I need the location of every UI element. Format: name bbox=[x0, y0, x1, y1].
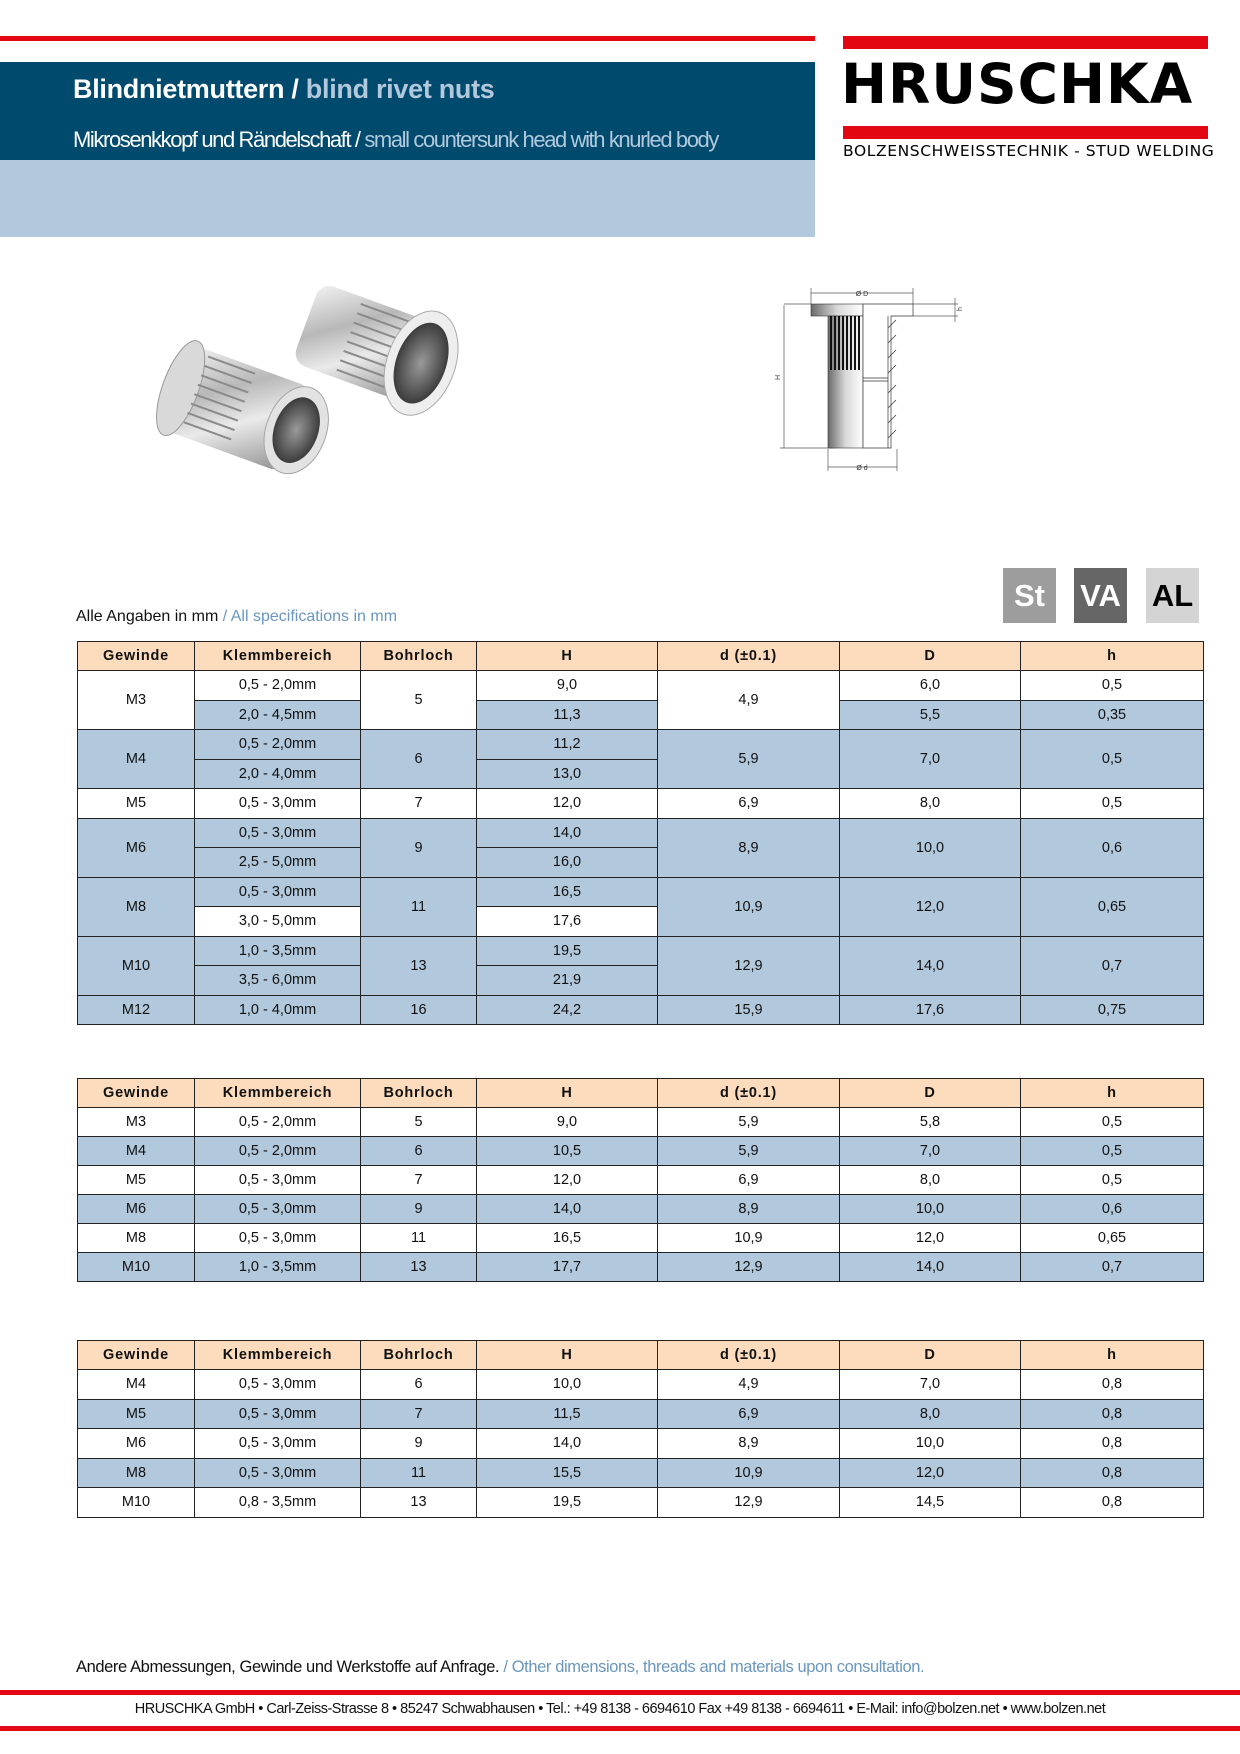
cell-grip-range: 0,5 - 3,0mm bbox=[195, 1370, 361, 1400]
table-body bbox=[78, 1108, 1204, 1282]
cell-thread: M10 bbox=[78, 1488, 195, 1518]
cell-grip-range: 0,5 - 2,0mm bbox=[195, 1137, 361, 1166]
cell-d: 5,9 bbox=[658, 1108, 840, 1137]
cell-H: 11,2 bbox=[477, 730, 658, 760]
cell-drill-hole: 11 bbox=[361, 1224, 477, 1253]
cell-drill-hole: 13 bbox=[361, 1253, 477, 1282]
cell-thread: M4 bbox=[78, 730, 195, 789]
cell-H: 16,5 bbox=[477, 1224, 658, 1253]
cell-h: 0,35 bbox=[1021, 700, 1204, 730]
col-header-thread: Gewinde bbox=[78, 1341, 195, 1370]
cell-h: 0,8 bbox=[1021, 1458, 1204, 1488]
table-header-row bbox=[78, 1079, 1204, 1108]
cell-grip-range: 2,0 - 4,5mm bbox=[195, 700, 361, 730]
cell-D: 6,0 bbox=[840, 671, 1021, 701]
cell-grip-range: 0,8 - 3,5mm bbox=[195, 1488, 361, 1518]
units-caption-en: / All specifications in mm bbox=[222, 608, 398, 625]
col-header-D: D bbox=[840, 642, 1021, 671]
cell-h: 0,75 bbox=[1021, 995, 1204, 1025]
cell-d: 6,9 bbox=[658, 789, 840, 819]
cell-d: 12,9 bbox=[658, 1488, 840, 1518]
cell-grip-range: 0,5 - 3,0mm bbox=[195, 1166, 361, 1195]
col-header-grip-range: Klemmbereich bbox=[195, 1341, 361, 1370]
cell-d: 4,9 bbox=[658, 671, 840, 730]
cell-D: 7,0 bbox=[840, 730, 1021, 789]
col-header-H: H bbox=[477, 1341, 658, 1370]
table-row bbox=[78, 1137, 1204, 1166]
col-header-grip-range: Klemmbereich bbox=[195, 642, 361, 671]
cell-H: 12,0 bbox=[477, 789, 658, 819]
cell-h: 0,8 bbox=[1021, 1488, 1204, 1518]
cell-thread: M6 bbox=[78, 818, 195, 877]
cell-h: 0,65 bbox=[1021, 1224, 1204, 1253]
logo-tagline: BOLZENSCHWEISSTECHNIK - STUD WELDING bbox=[843, 142, 1215, 160]
cell-thread: M8 bbox=[78, 1224, 195, 1253]
page-title-en: blind rivet nuts bbox=[305, 74, 495, 104]
cell-H: 24,2 bbox=[477, 995, 658, 1025]
cell-d: 10,9 bbox=[658, 1458, 840, 1488]
cell-thread: M3 bbox=[78, 1108, 195, 1137]
cell-grip-range: 0,5 - 3,0mm bbox=[195, 818, 361, 848]
col-header-D: D bbox=[840, 1341, 1021, 1370]
cell-grip-range: 0,5 - 3,0mm bbox=[195, 789, 361, 819]
cell-drill-hole: 7 bbox=[361, 1166, 477, 1195]
cell-h: 0,7 bbox=[1021, 1253, 1204, 1282]
cell-thread: M5 bbox=[78, 1399, 195, 1429]
cell-drill-hole: 5 bbox=[361, 671, 477, 730]
cell-thread: M8 bbox=[78, 1458, 195, 1488]
cell-d: 12,9 bbox=[658, 936, 840, 995]
footer-address: HRUSCHKA GmbH • Carl-Zeiss-Strasse 8 • 85247 Schwabhausen • Tel.: +49 8138 - 6694610 Fax +49 8138 - 6694611 • E-Mail: info@bolzen.net • www.bolzen.net bbox=[134, 1701, 1106, 1717]
cell-D: 8,0 bbox=[840, 1166, 1021, 1195]
col-header-d: d (±0.1) bbox=[658, 1341, 840, 1370]
cell-D: 7,0 bbox=[840, 1370, 1021, 1400]
table-header-row bbox=[78, 1341, 1204, 1370]
spec-table-aluminium bbox=[77, 1340, 1204, 1518]
cell-grip-range: 0,5 - 3,0mm bbox=[195, 1458, 361, 1488]
cell-grip-range: 3,0 - 5,0mm bbox=[195, 907, 361, 937]
cell-D: 5,5 bbox=[840, 700, 1021, 730]
table-row bbox=[78, 1253, 1204, 1282]
table-row bbox=[78, 1166, 1204, 1195]
table-row bbox=[78, 818, 1204, 848]
cell-D: 8,0 bbox=[840, 789, 1021, 819]
col-header-H: H bbox=[477, 1079, 658, 1108]
cell-drill-hole: 13 bbox=[361, 936, 477, 995]
table-row bbox=[78, 789, 1204, 819]
footer-note bbox=[76, 1658, 924, 1677]
cell-grip-range: 0,5 - 3,0mm bbox=[195, 1399, 361, 1429]
cell-d: 6,9 bbox=[658, 1399, 840, 1429]
cell-drill-hole: 13 bbox=[361, 1488, 477, 1518]
cell-d: 5,9 bbox=[658, 1137, 840, 1166]
cell-H: 17,7 bbox=[477, 1253, 658, 1282]
cell-grip-range: 2,0 - 4,0mm bbox=[195, 759, 361, 789]
col-header-D: D bbox=[840, 1079, 1021, 1108]
table-row bbox=[78, 1108, 1204, 1137]
cell-h: 0,6 bbox=[1021, 1195, 1204, 1224]
cell-H: 14,0 bbox=[477, 1429, 658, 1459]
cell-h: 0,8 bbox=[1021, 1429, 1204, 1459]
company-logo bbox=[841, 36, 1215, 166]
table-row bbox=[78, 730, 1204, 760]
cell-D: 12,0 bbox=[840, 877, 1021, 936]
col-header-h: h bbox=[1021, 642, 1204, 671]
cell-thread: M12 bbox=[78, 995, 195, 1025]
table-row bbox=[78, 1224, 1204, 1253]
table-row bbox=[78, 700, 1204, 730]
cell-grip-range: 1,0 - 3,5mm bbox=[195, 936, 361, 966]
cell-d: 8,9 bbox=[658, 1429, 840, 1459]
cell-grip-range: 0,5 - 2,0mm bbox=[195, 671, 361, 701]
cell-thread: M5 bbox=[78, 1166, 195, 1195]
col-header-h: h bbox=[1021, 1341, 1204, 1370]
cell-grip-range: 0,5 - 3,0mm bbox=[195, 877, 361, 907]
cell-drill-hole: 11 bbox=[361, 877, 477, 936]
cell-drill-hole: 5 bbox=[361, 1108, 477, 1137]
cell-d: 12,9 bbox=[658, 1253, 840, 1282]
units-caption-de: Alle Angaben in mm bbox=[76, 608, 223, 625]
cell-D: 14,0 bbox=[840, 1253, 1021, 1282]
units-caption bbox=[76, 608, 397, 626]
cell-H: 9,0 bbox=[477, 671, 658, 701]
cell-D: 12,0 bbox=[840, 1224, 1021, 1253]
cell-grip-range: 0,5 - 2,0mm bbox=[195, 1108, 361, 1137]
cell-thread: M5 bbox=[78, 789, 195, 819]
table-body bbox=[78, 1370, 1204, 1518]
col-header-h: h bbox=[1021, 1079, 1204, 1108]
cell-d: 10,9 bbox=[658, 877, 840, 936]
page-subtitle bbox=[73, 127, 718, 153]
drawing-label-H: H bbox=[775, 374, 782, 380]
cell-H: 21,9 bbox=[477, 966, 658, 996]
cell-H: 16,0 bbox=[477, 848, 658, 878]
cell-thread: M4 bbox=[78, 1370, 195, 1400]
cell-drill-hole: 7 bbox=[361, 1399, 477, 1429]
cell-H: 11,5 bbox=[477, 1399, 658, 1429]
cell-grip-range: 0,5 - 2,0mm bbox=[195, 730, 361, 760]
footer-note-en: / Other dimensions, threads and materials upon consultation. bbox=[503, 1658, 925, 1676]
cell-thread: M3 bbox=[78, 671, 195, 730]
cell-d: 5,9 bbox=[658, 730, 840, 789]
cell-D: 8,0 bbox=[840, 1399, 1021, 1429]
cell-h: 0,5 bbox=[1021, 1137, 1204, 1166]
spec-table-stainless bbox=[77, 1078, 1204, 1282]
table-row bbox=[78, 1370, 1204, 1400]
cell-D: 14,0 bbox=[840, 936, 1021, 995]
cell-drill-hole: 11 bbox=[361, 1458, 477, 1488]
page-title bbox=[73, 74, 495, 105]
logo-name: HRUSCHKA bbox=[841, 52, 1194, 116]
cell-d: 15,9 bbox=[658, 995, 840, 1025]
cell-H: 17,6 bbox=[477, 907, 658, 937]
cell-grip-range: 0,5 - 3,0mm bbox=[195, 1429, 361, 1459]
cell-grip-range: 1,0 - 3,5mm bbox=[195, 1253, 361, 1282]
cell-thread: M8 bbox=[78, 877, 195, 936]
material-badge-aluminium: AL bbox=[1146, 568, 1199, 623]
cell-d: 10,9 bbox=[658, 1224, 840, 1253]
material-badge-stainless: VA bbox=[1074, 568, 1127, 623]
cell-d: 8,9 bbox=[658, 818, 840, 877]
table-header-row bbox=[78, 642, 1204, 671]
material-badge-steel: St bbox=[1003, 568, 1056, 623]
logo-red-bar-bottom bbox=[843, 126, 1208, 139]
cell-H: 14,0 bbox=[477, 1195, 658, 1224]
cell-thread: M4 bbox=[78, 1137, 195, 1166]
cell-drill-hole: 6 bbox=[361, 1137, 477, 1166]
page-subtitle-de: Mikrosenkkopf und Rändelschaft / bbox=[73, 127, 365, 152]
cell-thread: M6 bbox=[78, 1195, 195, 1224]
cell-D: 17,6 bbox=[840, 995, 1021, 1025]
technical-drawing bbox=[770, 268, 970, 473]
table-row bbox=[78, 1429, 1204, 1459]
table-row bbox=[78, 671, 1204, 701]
table-row bbox=[78, 936, 1204, 966]
cell-drill-hole: 6 bbox=[361, 1370, 477, 1400]
footer-note-de: Andere Abmessungen, Gewinde und Werkstoffe auf Anfrage. bbox=[76, 1658, 504, 1676]
table-row bbox=[78, 1195, 1204, 1224]
cell-h: 0,5 bbox=[1021, 789, 1204, 819]
cell-d: 6,9 bbox=[658, 1166, 840, 1195]
product-photo bbox=[130, 285, 500, 505]
cell-H: 14,0 bbox=[477, 818, 658, 848]
cell-H: 19,5 bbox=[477, 936, 658, 966]
cell-H: 13,0 bbox=[477, 759, 658, 789]
col-header-H: H bbox=[477, 642, 658, 671]
page-title-de: Blindnietmuttern / bbox=[73, 74, 306, 104]
cell-drill-hole: 7 bbox=[361, 789, 477, 819]
cell-grip-range: 0,5 - 3,0mm bbox=[195, 1195, 361, 1224]
page-subtitle-en: small countersunk head with knurled body bbox=[364, 127, 718, 152]
col-header-thread: Gewinde bbox=[78, 642, 195, 671]
table-row bbox=[78, 1488, 1204, 1518]
cell-grip-range: 3,5 - 6,0mm bbox=[195, 966, 361, 996]
footer-red-rule-bottom bbox=[0, 1726, 1240, 1731]
cell-d: 8,9 bbox=[658, 1195, 840, 1224]
cell-h: 0,65 bbox=[1021, 877, 1204, 936]
cell-H: 19,5 bbox=[477, 1488, 658, 1518]
table-row bbox=[78, 995, 1204, 1025]
table-row bbox=[78, 1399, 1204, 1429]
cell-h: 0,8 bbox=[1021, 1370, 1204, 1400]
cell-H: 15,5 bbox=[477, 1458, 658, 1488]
logo-red-bar-top bbox=[843, 36, 1208, 49]
cell-D: 10,0 bbox=[840, 1195, 1021, 1224]
cell-D: 10,0 bbox=[840, 818, 1021, 877]
cell-drill-hole: 9 bbox=[361, 818, 477, 877]
cell-H: 10,0 bbox=[477, 1370, 658, 1400]
cell-D: 10,0 bbox=[840, 1429, 1021, 1459]
cell-h: 0,5 bbox=[1021, 1108, 1204, 1137]
col-header-grip-range: Klemmbereich bbox=[195, 1079, 361, 1108]
cell-D: 12,0 bbox=[840, 1458, 1021, 1488]
col-header-d: d (±0.1) bbox=[658, 1079, 840, 1108]
cell-H: 11,3 bbox=[477, 700, 658, 730]
cell-thread: M10 bbox=[78, 936, 195, 995]
header-band-light bbox=[0, 160, 815, 237]
col-header-drill-hole: Bohrloch bbox=[361, 642, 477, 671]
col-header-thread: Gewinde bbox=[78, 1079, 195, 1108]
cell-H: 16,5 bbox=[477, 877, 658, 907]
cell-D: 5,8 bbox=[840, 1108, 1021, 1137]
col-header-drill-hole: Bohrloch bbox=[361, 1341, 477, 1370]
cell-H: 9,0 bbox=[477, 1108, 658, 1137]
cell-thread: M10 bbox=[78, 1253, 195, 1282]
spec-table-steel bbox=[77, 641, 1204, 1025]
cell-H: 10,5 bbox=[477, 1137, 658, 1166]
cell-grip-range: 1,0 - 4,0mm bbox=[195, 995, 361, 1025]
col-header-d: d (±0.1) bbox=[658, 642, 840, 671]
cell-h: 0,5 bbox=[1021, 671, 1204, 701]
footer-red-rule-top bbox=[0, 1690, 1240, 1695]
drawing-label-d: Ø d bbox=[856, 465, 868, 472]
cell-D: 7,0 bbox=[840, 1137, 1021, 1166]
cell-grip-range: 2,5 - 5,0mm bbox=[195, 848, 361, 878]
cell-grip-range: 0,5 - 3,0mm bbox=[195, 1224, 361, 1253]
cell-drill-hole: 9 bbox=[361, 1195, 477, 1224]
cell-h: 0,5 bbox=[1021, 1166, 1204, 1195]
col-header-drill-hole: Bohrloch bbox=[361, 1079, 477, 1108]
cell-drill-hole: 6 bbox=[361, 730, 477, 789]
cell-h: 0,7 bbox=[1021, 936, 1204, 995]
table-row bbox=[78, 1458, 1204, 1488]
cell-D: 14,5 bbox=[840, 1488, 1021, 1518]
cell-thread: M6 bbox=[78, 1429, 195, 1459]
table-row bbox=[78, 877, 1204, 907]
cell-drill-hole: 16 bbox=[361, 995, 477, 1025]
cell-drill-hole: 9 bbox=[361, 1429, 477, 1459]
cell-h: 0,8 bbox=[1021, 1399, 1204, 1429]
cell-H: 12,0 bbox=[477, 1166, 658, 1195]
cell-d: 4,9 bbox=[658, 1370, 840, 1400]
cell-h: 0,6 bbox=[1021, 818, 1204, 877]
drawing-label-h: h bbox=[957, 307, 964, 311]
top-red-rule bbox=[0, 36, 815, 41]
cell-h: 0,5 bbox=[1021, 730, 1204, 789]
drawing-label-D: Ø D bbox=[855, 291, 869, 298]
